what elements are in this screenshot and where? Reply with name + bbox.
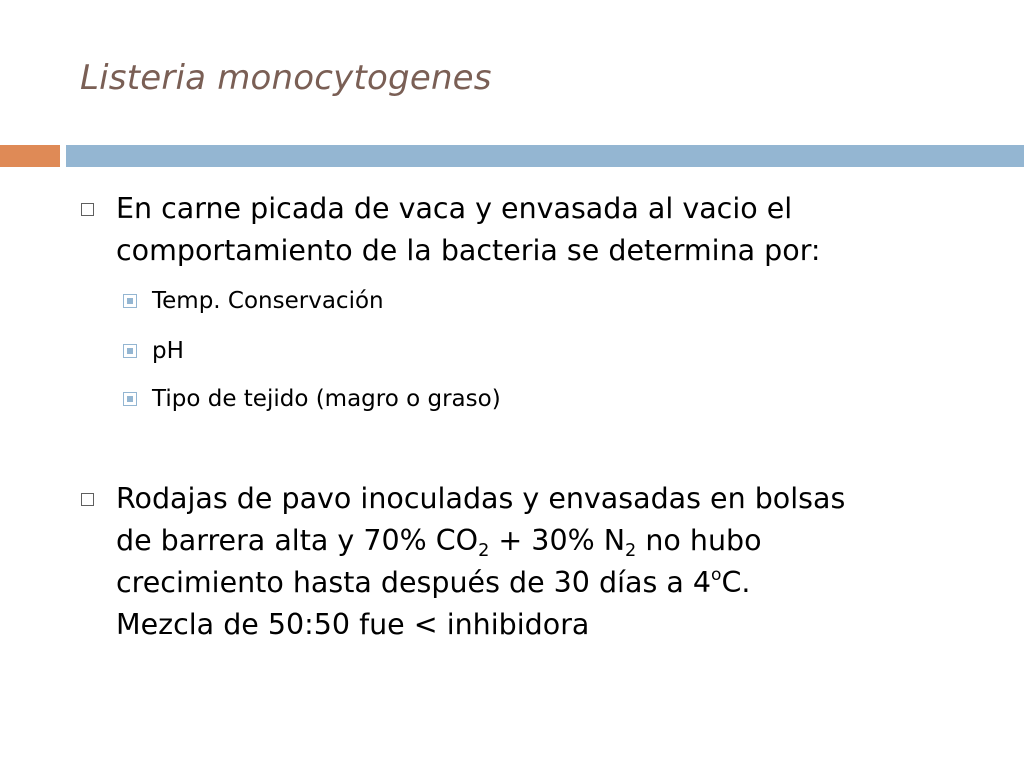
sub-bullet-text: Tipo de tejido (magro o graso) [152,386,501,412]
filled-square-bullet-icon [123,392,137,406]
slide-title: Listeria monocytogenes [80,58,492,98]
bullet-text-fragment: C. [721,566,751,599]
sub-bullet-item-2 [152,336,952,366]
subscript-two: 2 [478,541,490,562]
bullet-line: Mezcla de 50:50 fue < inhibidora [116,608,590,641]
sub-bullet-text: Temp. Conservación [152,288,384,314]
bullet-item-2 [116,478,966,646]
bullet-item-1 [116,188,966,272]
degree-superscript: o [711,565,722,586]
sub-bullet-item-3 [152,384,952,414]
subscript-two: 2 [625,541,637,562]
bullet-text-fragment: + 30% N [489,524,626,557]
bullet-line: Rodajas de pavo inoculadas y envasadas en bolsas [116,482,846,515]
filled-square-bullet-icon [123,294,137,308]
hollow-square-bullet-icon [81,203,94,216]
bullet-line [116,520,966,562]
sub-bullet-text: pH [152,338,184,364]
bullet-text: En carne picada de vaca y envasada al vacio el comportamiento de la bacteria se determina por: [116,192,821,267]
sub-bullet-item-1 [152,286,952,316]
bullet-line [116,562,966,604]
bullet-text-fragment: de barrera alta y 70% CO [116,524,479,557]
bullet-text-fragment: crecimiento hasta después de 30 días a 4 [116,566,712,599]
hollow-square-bullet-icon [81,493,94,506]
bullet-text-fragment: no hubo [636,524,762,557]
filled-square-bullet-icon [123,344,137,358]
